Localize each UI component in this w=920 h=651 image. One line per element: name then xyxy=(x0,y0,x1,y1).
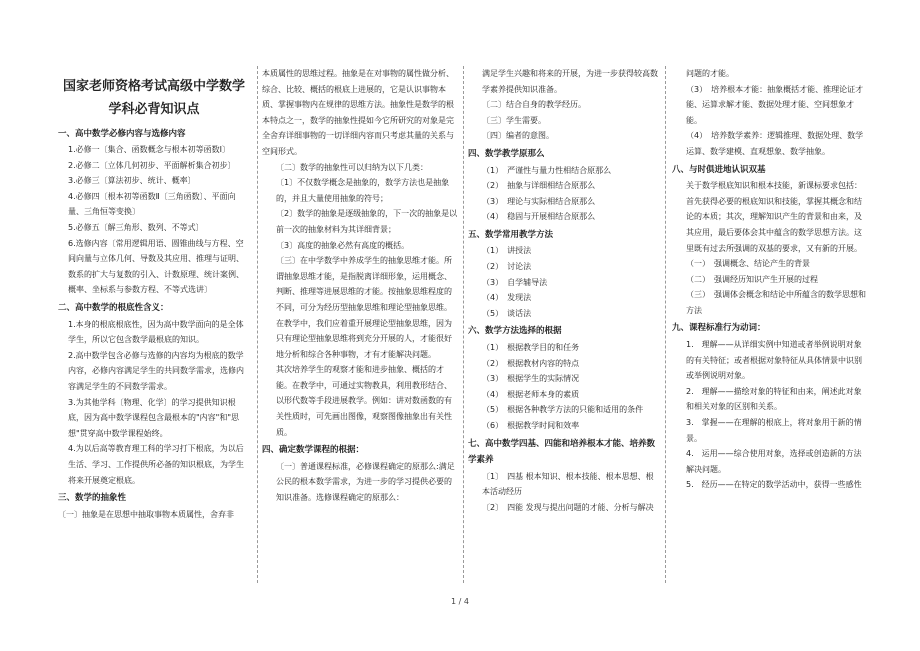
paragraph: 〔一〕普通课程标准，必修课程确定的原那么:满足公民的根本数学需求，为进一步的学习提供必要的知识准备。选修课程确定的原那么： xyxy=(276,461,455,502)
paragraph: （2） 根据教材内容的特点 xyxy=(482,358,580,368)
paragraph: （4） 根据老师本身的素质 xyxy=(482,389,580,399)
section-heading: 四、确定数学课程的根据： xyxy=(262,445,365,456)
paragraph: 3.必修三〔算法初步、统计、概率〕 xyxy=(68,176,196,186)
column-2-body xyxy=(262,66,458,506)
paragraph: 〔三〕学生需要。 xyxy=(482,115,546,125)
column-1-body xyxy=(58,126,250,523)
paragraph: 4. 运用——综合使用对象，选择或创造新的方法解决问题。 xyxy=(686,449,862,474)
section-heading: 四、数学教学原那么 xyxy=(468,148,545,159)
paragraph: （3） 自学辅导法 xyxy=(482,277,548,287)
paragraph: （4） 培养数学素养：逻辑推理、数据处理、数学运算、数学建模、直观想象、数学抽象。 xyxy=(686,131,864,156)
column-divider xyxy=(257,66,258,583)
paragraph: 5.必修五〔解三角形、数列、不等式〕 xyxy=(68,223,204,233)
paragraph: 〔三〕在中学数学中养成学生的抽象思维才能。所谓抽象思维才能，是指脱离详细形象，运用概念、判断、推理等进展思维的才能。按抽象思维程度的不同，可分为经历型抽象思维和理论型抽象思维。在教学中，我们应着重开展理论型抽象思维，因为只有理论型抽象思维将到充分开展的人，才能很好地分析和综合各种事物，才有才能解决问题。 xyxy=(276,256,452,359)
paragraph: 〔1〕不仅数学概念是抽象的，数学方法也是抽象的，并且大量使用抽象的符号； xyxy=(276,178,450,203)
column-2 xyxy=(262,66,458,583)
section-heading: 三、数学的抽象性 xyxy=(58,493,127,504)
paragraph: （4） 发现法 xyxy=(482,293,532,303)
section-heading: 九、课程标准行为动词： xyxy=(672,323,766,334)
column-3 xyxy=(468,66,660,583)
paragraph: 本质属性的思维过程。抽象是在对事物的属性做分析、综合、比较、概括的根底上进展的，它是认识事物本质、掌握事物内在规律的思维方法。抽象性是数学的根本特点之一，数学的抽象性提如今它所研究的对象是完全舍弃详细事物的一切详细内容而只考虑其量的关系与空间形式。 xyxy=(262,69,454,156)
paragraph: 〔2〕 四能 发现与提出问题的才能、分析与解决 xyxy=(482,502,654,512)
section-heading: 二、高中数学的根底性含义： xyxy=(58,303,169,313)
column-divider xyxy=(463,66,464,583)
column-1 xyxy=(58,66,250,583)
paragraph: 1.必修一〔集合、函数概念与根本初等函数Ⅰ〕 xyxy=(68,145,230,155)
paragraph: 6.选修内容〔常用逻辑用语、圆锥曲线与方程、空间向量与立体几何、导数及其应用、推理与证明、数系的扩大与复数的引入、计数原理、统计案例、概率、坐标系与参数方程、不等式选讲〕 xyxy=(68,238,244,295)
paragraph: 其次培养学生的观察才能和进步抽象、概括的才能。在教学中，可通过实物教具，利用教形结合、以形代数等手段进展教学。例如：讲对数函数的有关性质时，可先画出图像，观察图像抽象出有关性质。 xyxy=(276,365,452,437)
section-heading: 一、高中数学必修内容与选修内容 xyxy=(58,128,186,139)
paragraph: （一） 强调概念、结论产生的背景 xyxy=(686,259,810,269)
paragraph: 3.为其他学科〔物理、化学〕的学习提供知识根底，因为高中数学课程包含最根本的"内容"和"思想"贯穿高中数学课程始终。 xyxy=(68,397,240,438)
paragraph: 问题的才能。 xyxy=(686,69,734,78)
paragraph: 3. 掌握——在理解的根底上，将对象用于新的情景。 xyxy=(686,418,862,443)
column-4-body xyxy=(672,66,868,493)
paragraph: （3） 理论与实际相结合原那么 xyxy=(482,196,596,206)
paragraph: 〔1〕 四基 根本知识、根本技能、根本思想、根本活动经历 xyxy=(482,471,654,497)
paragraph: 2.高中数学包含必修与选修的内容均为根底的数学内容，必修内容满足学生的共同数学需求，选修内容满足学生的不同数学需求。 xyxy=(68,350,244,391)
paragraph: （2） 讨论法 xyxy=(482,262,532,272)
paragraph: （5） 根据各种教学方法的只能和适用的条件 xyxy=(482,405,644,415)
paragraph: 关于数学根底知识和根本技能，新课标要求包括：首先获得必要的根底知识和技能，掌握其概念和结论的本质；其次，理解知识产生的背景和由来，及其应用，最后要体会其中蕴含的数学思想方法。这里既有过去所强调的双基的要求，又有新的开展。 xyxy=(686,181,862,253)
paragraph: 4.必修四〔根本初等函数Ⅱ〔三角函数〕、平面向量、三角恒等变换〕 xyxy=(68,191,236,217)
paragraph: 〔二〕结合自身的教学经历。 xyxy=(482,100,586,110)
paragraph: 5. 经历——在特定的数学活动中，获得一些感性 xyxy=(686,480,862,490)
paragraph: （3） 培养根本才能：抽象概括才能、推理论证才能、运算求解才能、数据处理才能、空间想象才能。 xyxy=(686,84,864,125)
section-heading: 六、数学方法选择的根据 xyxy=(468,326,562,337)
paragraph: （6） 根据教学时间和效率 xyxy=(482,420,580,430)
section-heading: 七、高中数学四基、四能和培养根本才能、培养数学素养 xyxy=(468,438,656,466)
paragraph: （5） 谈话法 xyxy=(482,308,532,318)
paragraph: 4.为以后高等教育理工科的学习打下根底，为以后生活、学习、工作提供所必备的知识根底，为学生将来开展奠定根底。 xyxy=(68,444,244,485)
section-heading: 八、与时俱进地认识双基 xyxy=(672,164,766,175)
paragraph: （1） 讲授法 xyxy=(482,246,532,256)
paragraph: （二） 强调经历知识产生开展的过程 xyxy=(686,274,818,284)
paragraph: 2.必修二〔立体几何初步、平面解析集合初步〕 xyxy=(68,160,236,170)
column-3-body xyxy=(468,66,660,515)
column-4 xyxy=(672,66,868,583)
paragraph: （1） 根据教学目的和任务 xyxy=(482,343,580,352)
paragraph: （3） 根据学生的实际情况 xyxy=(482,374,580,384)
section-heading: 五、数学常用教学方法 xyxy=(468,229,554,240)
paragraph: 满足学生兴趣和将来的开展，为进一步获得较高数学素养提供知识准备。 xyxy=(482,69,658,94)
paragraph: 〔二〕数学的抽象性可以归纳为以下几类： xyxy=(276,162,428,172)
paragraph: 〔一〕抽象是在思想中抽取事物本质属性，舍弃非 xyxy=(58,509,234,519)
paragraph: （2） 抽象与详细相结合原那么 xyxy=(482,181,596,191)
paragraph: （1） 严谨性与量力性相结合原那么 xyxy=(482,165,612,175)
paragraph: 〔3〕高度的抽象必然有高度的概括。 xyxy=(276,240,410,250)
document-title: 国家老师资格考试高级中学数学学科必背知识点 xyxy=(62,79,245,117)
column-divider xyxy=(665,66,666,583)
paragraph: 〔2〕数学的抽象是逐级抽象的，下一次的抽象是以前一次的抽象材料为其详细背景； xyxy=(276,209,458,234)
paragraph: 1. 理解——从详细实例中知道或者举例说明对象的有关特征；或者根据对象特征从具体情景中识别或举例说明对象。 xyxy=(686,340,862,381)
page-number: 1 / 4 xyxy=(451,597,469,606)
paragraph: 1.本身的根底根底性，因为高中数学面向的是全体学生，所以它包含数学最根底的知识。 xyxy=(68,319,244,345)
paragraph: 2. 理解——描绘对象的特征和由来，阐述此对象和相关对象的区别和关系。 xyxy=(686,386,862,412)
paragraph: （三） 强调体会概念和结论中所蕴含的数学思想和方法 xyxy=(686,290,866,315)
paragraph: （4） 稳固与开展相结合原那么 xyxy=(482,212,596,222)
paragraph: 〔四〕编者的意图。 xyxy=(482,131,554,141)
